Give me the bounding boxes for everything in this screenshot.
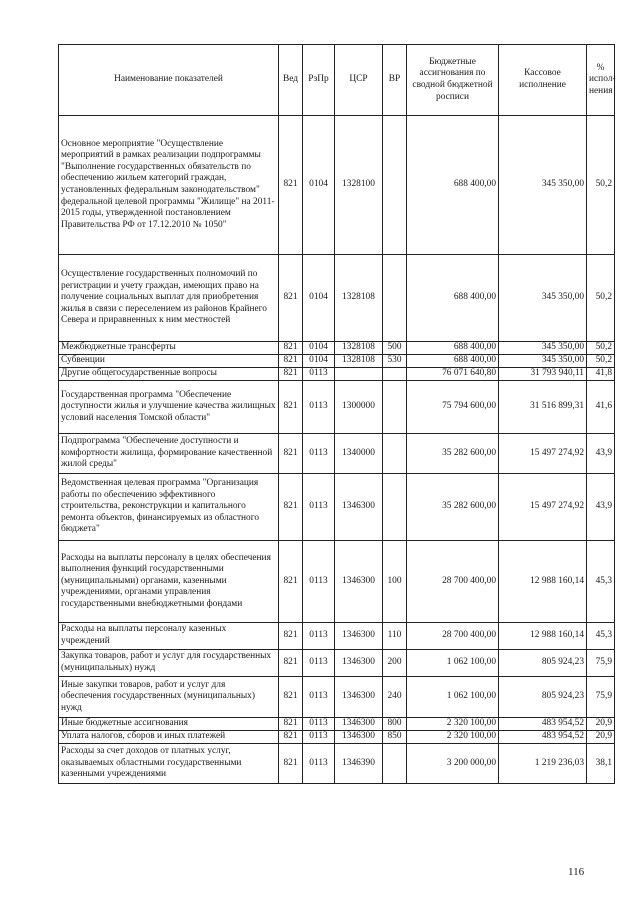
row-percent: 75,9 xyxy=(587,650,615,677)
table-row xyxy=(59,731,615,744)
row-rzpr: 0104 xyxy=(303,342,335,355)
row-csr: 1300000 xyxy=(335,381,383,434)
row-ved: 821 xyxy=(279,355,303,368)
row-name: Ведомственная целевая программа "Организация работы по обеспечению эффективного строительства, реконструкции и капитального ремонта объектов, финансируемых из областного бюджета" xyxy=(59,474,279,541)
table-row xyxy=(59,474,615,541)
row-name: Расходы на выплаты персоналу в целях обеспечения выполнения функций государственными (муниципальными) органами, казенными учреждениями, органами управления государственными внебюджетными фондами xyxy=(59,541,279,623)
row-vr: 110 xyxy=(383,623,407,650)
row-csr: 1328108 xyxy=(335,342,383,355)
row-rzpr: 0113 xyxy=(303,650,335,677)
row-percent: 38,1 xyxy=(587,744,615,784)
row-name: Субвенции xyxy=(59,355,279,368)
row-vr xyxy=(383,474,407,541)
row-ved: 821 xyxy=(279,381,303,434)
row-rzpr: 0113 xyxy=(303,368,335,381)
row-csr: 1346300 xyxy=(335,541,383,623)
row-csr: 1328100 xyxy=(335,116,383,255)
table-header-row xyxy=(59,45,615,116)
row-cash: 12 988 160,14 xyxy=(499,623,587,650)
row-name: Подпрограмма "Обеспечение доступности и комфортности жилища, формирование качественной жилой среды" xyxy=(59,434,279,474)
row-rzpr: 0113 xyxy=(303,731,335,744)
row-percent: 50,2 xyxy=(587,116,615,255)
row-budget: 28 700 400,00 xyxy=(407,623,499,650)
row-cash: 345 350,00 xyxy=(499,255,587,342)
row-budget: 688 400,00 xyxy=(407,342,499,355)
row-percent: 43,9 xyxy=(587,434,615,474)
row-percent: 75,9 xyxy=(587,677,615,718)
header-vr: ВР xyxy=(383,45,407,116)
row-cash: 345 350,00 xyxy=(499,116,587,255)
row-ved: 821 xyxy=(279,718,303,731)
row-ved: 821 xyxy=(279,255,303,342)
header-budget-allocations: Бюджетные ассигнования по сводной бюджетной росписи xyxy=(407,45,499,116)
row-rzpr: 0113 xyxy=(303,623,335,650)
table-row xyxy=(59,342,615,355)
row-name: Иные закупки товаров, работ и услуг для обеспечения государственных (муниципальных) нужд xyxy=(59,677,279,718)
row-percent: 20,9 xyxy=(587,731,615,744)
row-vr: 100 xyxy=(383,541,407,623)
row-budget: 2 320 100,00 xyxy=(407,731,499,744)
row-vr: 800 xyxy=(383,718,407,731)
row-csr: 1328108 xyxy=(335,255,383,342)
row-vr: 850 xyxy=(383,731,407,744)
row-ved: 821 xyxy=(279,368,303,381)
table-row xyxy=(59,368,615,381)
row-cash: 483 954,52 xyxy=(499,718,587,731)
row-ved: 821 xyxy=(279,541,303,623)
row-cash: 483 954,52 xyxy=(499,731,587,744)
row-rzpr: 0113 xyxy=(303,541,335,623)
table-row xyxy=(59,116,615,255)
row-budget: 76 071 640,80 xyxy=(407,368,499,381)
row-csr: 1346300 xyxy=(335,623,383,650)
row-name: Уплата налогов, сборов и иных платежей xyxy=(59,731,279,744)
row-rzpr: 0113 xyxy=(303,474,335,541)
table-row xyxy=(59,255,615,342)
row-cash: 15 497 274,92 xyxy=(499,434,587,474)
row-vr xyxy=(383,116,407,255)
row-rzpr: 0104 xyxy=(303,355,335,368)
row-percent: 50,2 xyxy=(587,355,615,368)
row-name: Иные бюджетные ассигнования xyxy=(59,718,279,731)
row-vr xyxy=(383,368,407,381)
row-budget: 35 282 600,00 xyxy=(407,474,499,541)
row-csr: 1340000 xyxy=(335,434,383,474)
header-name: Наименование показателей xyxy=(59,45,279,116)
row-budget: 75 794 600,00 xyxy=(407,381,499,434)
row-name: Основное мероприятие "Осуществление мероприятий в рамках реализации подпрограммы "Выполнение государственных обязательств по обеспечению жильем категорий граждан, установленных федеральным законодательством" федеральной целевой программы "Жилище" на 2011-2015 годы, утвержденной постановлением Правительства РФ от 17.12.2010 № 1050" xyxy=(59,116,279,255)
row-ved: 821 xyxy=(279,116,303,255)
row-cash: 805 924,23 xyxy=(499,650,587,677)
row-budget: 1 062 100,00 xyxy=(407,677,499,718)
row-budget: 688 400,00 xyxy=(407,116,499,255)
budget-execution-table xyxy=(58,44,615,784)
row-percent: 20,9 xyxy=(587,718,615,731)
header-rzpr: РзПр xyxy=(303,45,335,116)
row-rzpr: 0113 xyxy=(303,718,335,731)
row-vr xyxy=(383,381,407,434)
table-row xyxy=(59,541,615,623)
row-ved: 821 xyxy=(279,623,303,650)
header-csr: ЦСР xyxy=(335,45,383,116)
row-vr xyxy=(383,744,407,784)
row-csr: 1346390 xyxy=(335,744,383,784)
header-ved: Вед xyxy=(279,45,303,116)
row-csr: 1346300 xyxy=(335,677,383,718)
table-row xyxy=(59,650,615,677)
row-ved: 821 xyxy=(279,342,303,355)
table-row xyxy=(59,355,615,368)
row-csr: 1328108 xyxy=(335,355,383,368)
table-row xyxy=(59,381,615,434)
row-percent: 43,9 xyxy=(587,474,615,541)
row-cash: 31 793 940,11 xyxy=(499,368,587,381)
header-percent: % испол-нения xyxy=(587,45,615,116)
row-name: Расходы на выплаты персоналу казенных учреждений xyxy=(59,623,279,650)
row-name: Межбюджетные трансферты xyxy=(59,342,279,355)
row-vr xyxy=(383,255,407,342)
row-cash: 345 350,00 xyxy=(499,355,587,368)
row-budget: 28 700 400,00 xyxy=(407,541,499,623)
row-ved: 821 xyxy=(279,474,303,541)
row-rzpr: 0104 xyxy=(303,116,335,255)
row-name: Другие общегосударственные вопросы xyxy=(59,368,279,381)
row-cash: 1 219 236,03 xyxy=(499,744,587,784)
row-name: Закупка товаров, работ и услуг для государственных (муниципальных) нужд xyxy=(59,650,279,677)
row-budget: 3 200 000,00 xyxy=(407,744,499,784)
row-vr: 530 xyxy=(383,355,407,368)
row-ved: 821 xyxy=(279,744,303,784)
header-cash-execution: Кассовое исполнение xyxy=(499,45,587,116)
row-percent: 50,2 xyxy=(587,255,615,342)
row-rzpr: 0113 xyxy=(303,744,335,784)
row-rzpr: 0113 xyxy=(303,677,335,718)
row-percent: 45,3 xyxy=(587,623,615,650)
row-budget: 35 282 600,00 xyxy=(407,434,499,474)
row-vr: 500 xyxy=(383,342,407,355)
row-budget: 688 400,00 xyxy=(407,255,499,342)
row-rzpr: 0113 xyxy=(303,434,335,474)
table-row xyxy=(59,677,615,718)
row-csr: 1346300 xyxy=(335,650,383,677)
table-row xyxy=(59,718,615,731)
row-ved: 821 xyxy=(279,731,303,744)
row-vr xyxy=(383,434,407,474)
page-number: 116 xyxy=(568,866,585,878)
row-name: Осуществление государственных полномочий по регистрации и учету граждан, имеющих право на получение социальных выплат для приобретения жилья в связи с переселением из районов Крайнего Севера и приравненных к ним местностей xyxy=(59,255,279,342)
table-row xyxy=(59,744,615,784)
row-cash: 15 497 274,92 xyxy=(499,474,587,541)
row-cash: 805 924,23 xyxy=(499,677,587,718)
row-percent: 50,2 xyxy=(587,342,615,355)
row-name: Расходы за счет доходов от платных услуг, оказываемых областными государственными казенными учреждениями xyxy=(59,744,279,784)
row-rzpr: 0104 xyxy=(303,255,335,342)
row-csr: 1346300 xyxy=(335,718,383,731)
row-percent: 45,3 xyxy=(587,541,615,623)
row-ved: 821 xyxy=(279,650,303,677)
row-rzpr: 0113 xyxy=(303,381,335,434)
row-ved: 821 xyxy=(279,434,303,474)
row-name: Государственная программа "Обеспечение доступности жилья и улучшение качества жилищных условий населения Томской области" xyxy=(59,381,279,434)
row-cash: 31 516 899,31 xyxy=(499,381,587,434)
row-csr: 1346300 xyxy=(335,474,383,541)
row-csr xyxy=(335,368,383,381)
row-vr: 200 xyxy=(383,650,407,677)
row-budget: 2 320 100,00 xyxy=(407,718,499,731)
row-cash: 12 988 160,14 xyxy=(499,541,587,623)
row-cash: 345 350,00 xyxy=(499,342,587,355)
row-budget: 688 400,00 xyxy=(407,355,499,368)
row-vr: 240 xyxy=(383,677,407,718)
row-percent: 41,6 xyxy=(587,381,615,434)
row-ved: 821 xyxy=(279,677,303,718)
row-budget: 1 062 100,00 xyxy=(407,650,499,677)
row-percent: 41,8 xyxy=(587,368,615,381)
table-row xyxy=(59,623,615,650)
table-row xyxy=(59,434,615,474)
row-csr: 1346300 xyxy=(335,731,383,744)
